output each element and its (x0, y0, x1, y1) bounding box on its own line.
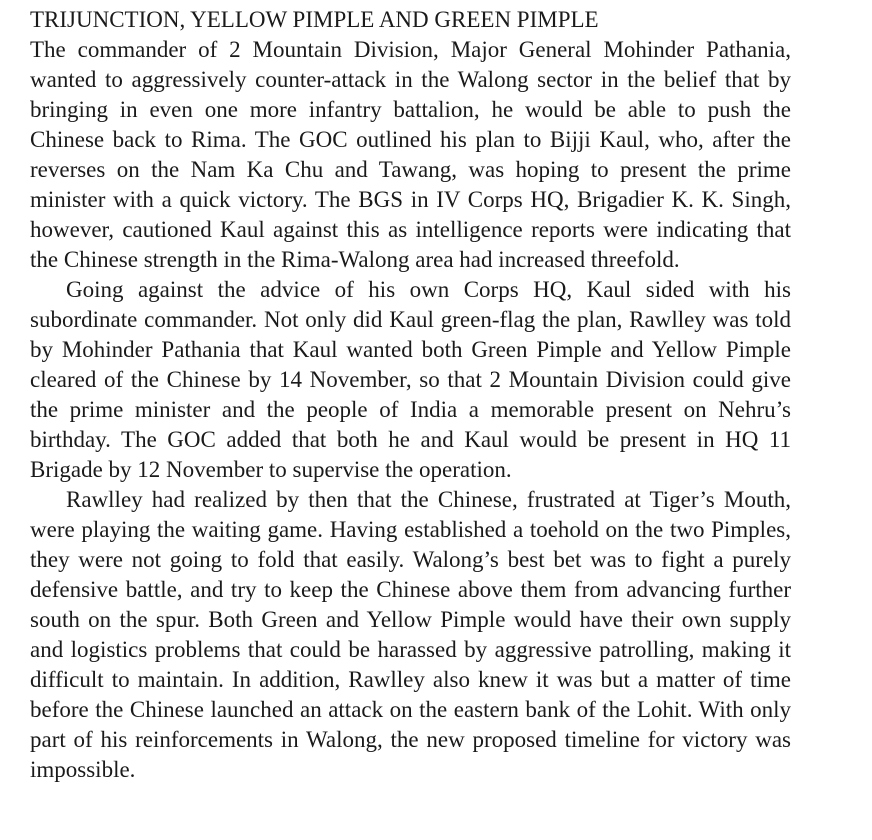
paragraph-3: Rawlley had realized by then that the Chinese, frustrated at Tiger’s Mouth, were playing the waiting game. Having established a toehold on the two Pimples, they were not going to fold that easily. Walong’s best bet was to fight a purely defensive battle, and try to keep the Chinese above them from advancing further south on the spur. Both Green and Yellow Pimple would have their own supply and logistics problems that could be harassed by aggressive patrolling, making it difficult to maintain. In addition, Rawlley also knew it was but a matter of time before the Chinese launched an attack on the eastern bank of the Lohit. With only part of his reinforcements in Walong, the new proposed timeline for victory was impossible. (30, 487, 791, 782)
paragraph-2: Going against the advice of his own Corps HQ, Kaul sided with his subordinate commander. Not only did Kaul green-flag the plan, Rawlley was told by Mohinder Pathania that Kaul wanted both Green Pimple and Yellow Pimple cleared of the Chinese by 14 November, so that 2 Mountain Division could give the prime minister and the people of India a memorable present on Nehru’s birthday. The GOC added that both he and Kaul would be present in HQ 11 Brigade by 12 November to supervise the operation. (30, 277, 791, 482)
document-page (30, 5, 791, 785)
paragraph-1: The commander of 2 Mountain Division, Major General Mohinder Pathania, wanted to aggressively counter-attack in the Walong sector in the belief that by bringing in even one more infantry battalion, he would be able to push the Chinese back to Rima. The GOC outlined his plan to Bijji Kaul, who, after the reverses on the Nam Ka Chu and Tawang, was hoping to present the prime minister with a quick victory. The BGS in IV Corps HQ, Brigadier K. K. Singh, however, cautioned Kaul against this as intelligence reports were indicating that the Chinese strength in the Rima-Walong area had increased threefold. (30, 37, 791, 272)
section-heading: TRIJUNCTION, YELLOW PIMPLE AND GREEN PIMPLE (30, 7, 599, 32)
